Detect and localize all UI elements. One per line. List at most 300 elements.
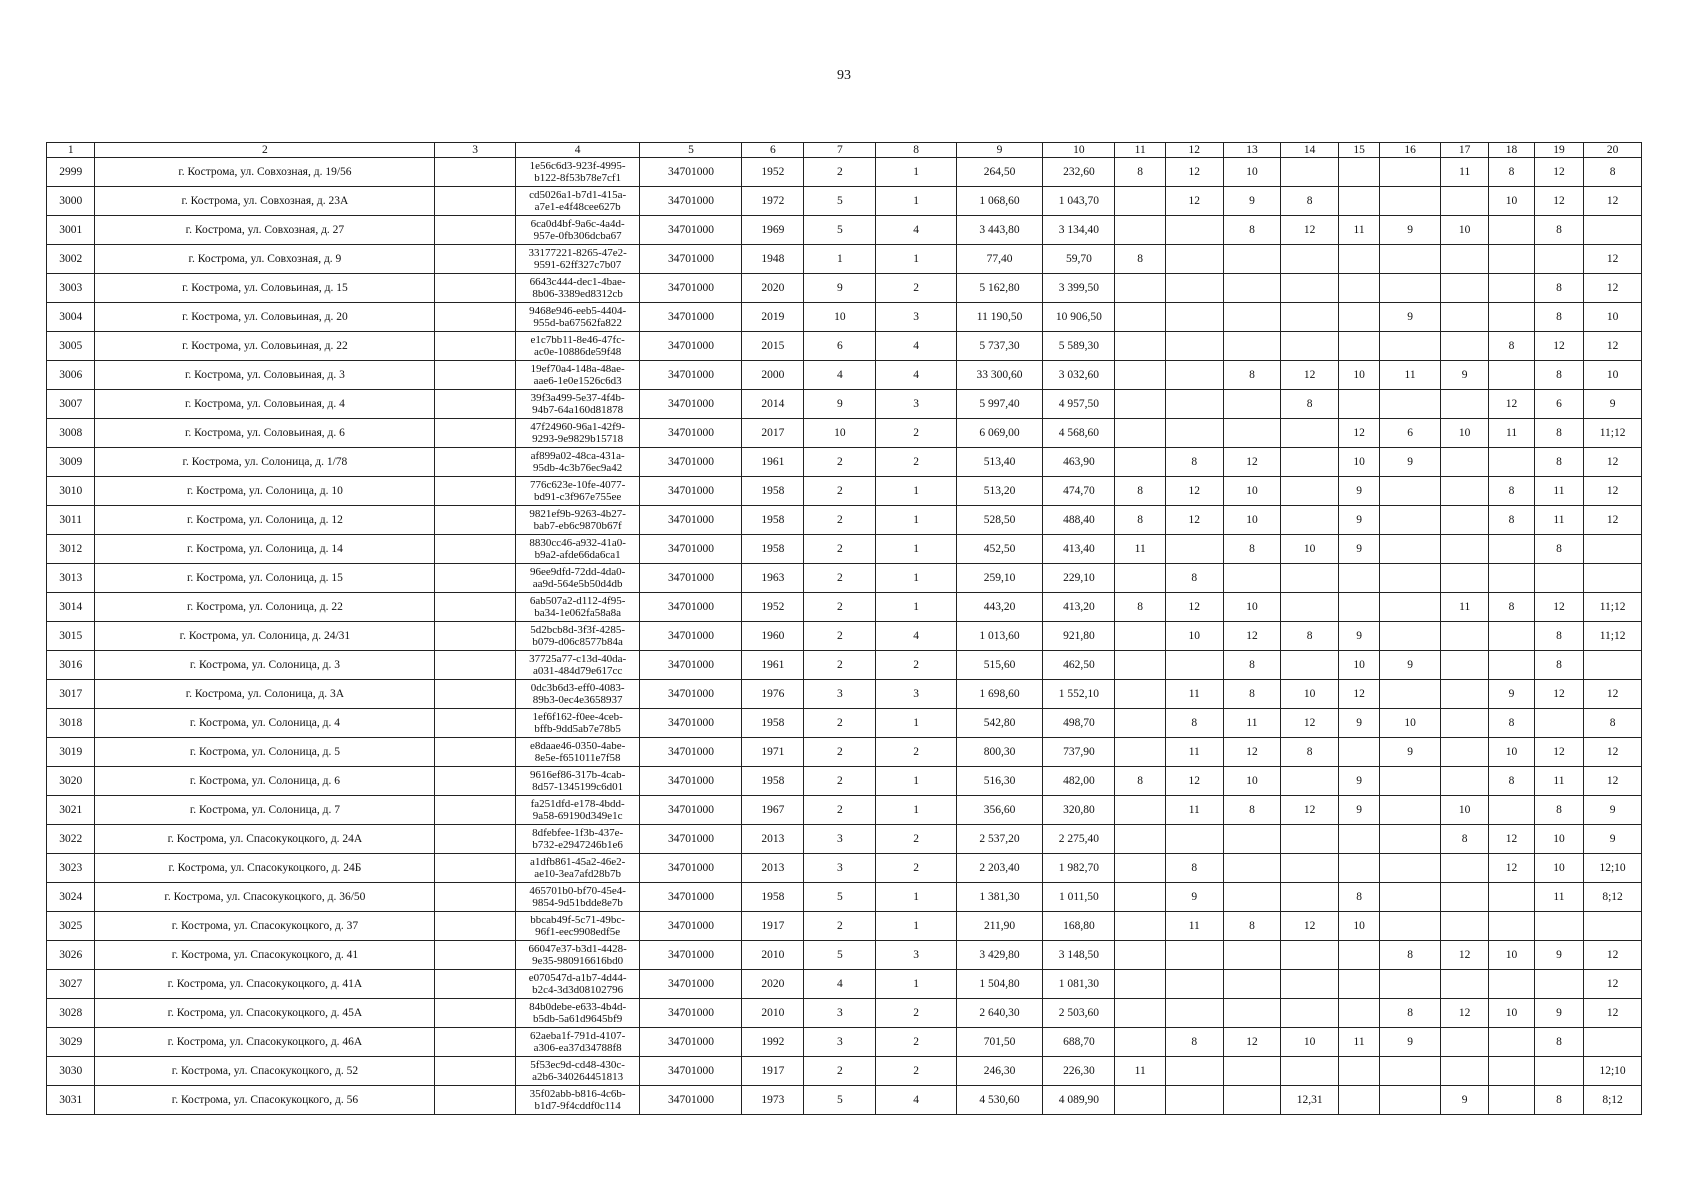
guid-line: cd5026a1-b7d1-415a- [529, 189, 627, 201]
cell-col-11 [1115, 999, 1165, 1028]
guid-line: 39f3a499-5e37-4f4b- [530, 392, 625, 404]
cell-col-16: 6 [1380, 419, 1441, 448]
cell-col-6: 1958 [742, 506, 804, 535]
guid-line: b1d7-9f4cddf0c114 [534, 1100, 621, 1112]
cell-col-3 [435, 216, 515, 245]
cell-col-18 [1489, 970, 1534, 999]
cell-col-13 [1223, 332, 1281, 361]
cell-col-9: 1 013,60 [956, 622, 1043, 651]
cell-col-17 [1440, 1057, 1488, 1086]
guid-line: ac0e-10886de59f48 [533, 346, 622, 358]
cell-col-7: 10 [804, 419, 876, 448]
cell-col-11 [1115, 332, 1165, 361]
cell-col-15 [1338, 593, 1379, 622]
cell-col-16: 9 [1380, 738, 1441, 767]
cell-col-12: 8 [1165, 709, 1223, 738]
cell-col-11 [1115, 622, 1165, 651]
cell-col-9: 452,50 [956, 535, 1043, 564]
table-row [47, 593, 1642, 622]
guid-line: 84b0debe-e633-4b4d- [529, 1001, 627, 1013]
cell-col-19: 8 [1534, 535, 1583, 564]
cell-col-10: 2 503,60 [1043, 999, 1115, 1028]
cell-col-14 [1281, 274, 1339, 303]
cell-col-17 [1440, 187, 1488, 216]
cell-col-16 [1380, 158, 1441, 187]
cell-col-9: 1 068,60 [956, 187, 1043, 216]
cell-col-16: 9 [1380, 216, 1441, 245]
cell-col-15: 10 [1338, 448, 1379, 477]
cell-col-17: 10 [1440, 216, 1488, 245]
cell-col-3 [435, 477, 515, 506]
cell-guid [515, 1028, 640, 1057]
cell-col-3 [435, 767, 515, 796]
cell-col-11 [1115, 738, 1165, 767]
cell-col-2: г. Кострома, ул. Спасокукоцкого, д. 37 [95, 912, 435, 941]
cell-col-1: 3019 [47, 738, 95, 767]
cell-col-6: 2020 [742, 274, 804, 303]
cell-col-11 [1115, 303, 1165, 332]
cell-col-14 [1281, 651, 1339, 680]
cell-col-2: г. Кострома, ул. Совхозная, д. 27 [95, 216, 435, 245]
cell-col-2: г. Кострома, ул. Спасокукоцкого, д. 46А [95, 1028, 435, 1057]
cell-col-2: г. Кострома, ул. Солоница, д. 24/31 [95, 622, 435, 651]
guid-line: 96ee9dfd-72dd-4da0- [529, 566, 626, 578]
cell-col-19 [1534, 245, 1583, 274]
cell-col-5: 34701000 [640, 477, 742, 506]
cell-col-10: 3 148,50 [1043, 941, 1115, 970]
table-row [47, 622, 1642, 651]
cell-col-11 [1115, 651, 1165, 680]
cell-col-6: 1973 [742, 1086, 804, 1115]
cell-col-17 [1440, 1028, 1488, 1057]
cell-col-18 [1489, 1028, 1534, 1057]
cell-col-17: 10 [1440, 796, 1488, 825]
cell-col-2: г. Кострома, ул. Совхозная, д. 19/56 [95, 158, 435, 187]
cell-col-20: 12 [1584, 187, 1642, 216]
cell-col-1: 3016 [47, 651, 95, 680]
guid-line: 955d-ba67562fa822 [533, 317, 622, 329]
cell-guid [515, 245, 640, 274]
cell-col-18: 8 [1489, 158, 1534, 187]
cell-col-15 [1338, 274, 1379, 303]
cell-col-20: 12 [1584, 941, 1642, 970]
cell-col-3 [435, 912, 515, 941]
cell-col-3 [435, 245, 515, 274]
cell-col-7: 4 [804, 970, 876, 999]
cell-col-9: 2 537,20 [956, 825, 1043, 854]
cell-col-2: г. Кострома, ул. Солоница, д. 14 [95, 535, 435, 564]
column-header-7: 7 [804, 143, 876, 158]
cell-col-7: 2 [804, 912, 876, 941]
cell-col-16: 8 [1380, 941, 1441, 970]
cell-col-19: 12 [1534, 158, 1583, 187]
cell-col-5: 34701000 [640, 854, 742, 883]
cell-col-19: 8 [1534, 1086, 1583, 1115]
cell-col-12: 10 [1165, 622, 1223, 651]
cell-guid [515, 941, 640, 970]
cell-col-6: 1917 [742, 912, 804, 941]
cell-col-6: 1972 [742, 187, 804, 216]
cell-col-14 [1281, 332, 1339, 361]
cell-col-3 [435, 1028, 515, 1057]
guid-line: 1ef6f162-f0ee-4ceb- [532, 711, 623, 723]
cell-col-11 [1115, 680, 1165, 709]
column-header-16: 16 [1380, 143, 1441, 158]
table-row [47, 303, 1642, 332]
cell-col-5: 34701000 [640, 1057, 742, 1086]
guid-line: 9616ef86-317b-4cab- [529, 769, 626, 781]
cell-col-15: 9 [1338, 506, 1379, 535]
cell-guid [515, 970, 640, 999]
cell-col-3 [435, 593, 515, 622]
table-row [47, 535, 1642, 564]
cell-col-7: 3 [804, 825, 876, 854]
cell-col-13 [1223, 419, 1281, 448]
cell-col-8: 2 [876, 274, 956, 303]
cell-guid [515, 767, 640, 796]
cell-col-7: 2 [804, 448, 876, 477]
cell-col-13: 12 [1223, 622, 1281, 651]
cell-col-5: 34701000 [640, 564, 742, 593]
cell-col-15 [1338, 825, 1379, 854]
cell-col-3 [435, 796, 515, 825]
cell-col-17: 8 [1440, 825, 1488, 854]
cell-col-19: 6 [1534, 390, 1583, 419]
cell-guid [515, 825, 640, 854]
cell-col-2: г. Кострома, ул. Солоница, д. 22 [95, 593, 435, 622]
cell-col-12: 12 [1165, 593, 1223, 622]
cell-col-19: 8 [1534, 303, 1583, 332]
cell-col-10: 462,50 [1043, 651, 1115, 680]
cell-col-14 [1281, 303, 1339, 332]
guid-line: 6643c444-dec1-4bae- [529, 276, 626, 288]
guid-line: 465701b0-bf70-45e4- [529, 885, 626, 897]
cell-col-8: 1 [876, 564, 956, 593]
cell-col-11: 8 [1115, 477, 1165, 506]
cell-col-16 [1380, 883, 1441, 912]
cell-col-1: 3031 [47, 1086, 95, 1115]
cell-col-9: 11 190,50 [956, 303, 1043, 332]
cell-col-15: 9 [1338, 767, 1379, 796]
cell-col-20: 11;12 [1584, 419, 1642, 448]
cell-col-9: 515,60 [956, 651, 1043, 680]
cell-col-1: 3011 [47, 506, 95, 535]
cell-guid [515, 680, 640, 709]
column-header-17: 17 [1440, 143, 1488, 158]
cell-col-1: 3023 [47, 854, 95, 883]
guid-line: b079-d06c8577b84a [532, 636, 623, 648]
cell-col-15 [1338, 854, 1379, 883]
cell-col-17 [1440, 709, 1488, 738]
cell-col-18 [1489, 883, 1534, 912]
cell-col-9: 542,80 [956, 709, 1043, 738]
cell-col-15 [1338, 941, 1379, 970]
cell-col-13 [1223, 825, 1281, 854]
cell-col-10: 921,80 [1043, 622, 1115, 651]
cell-col-18: 8 [1489, 709, 1534, 738]
cell-col-14 [1281, 245, 1339, 274]
table-row [47, 738, 1642, 767]
cell-col-15 [1338, 970, 1379, 999]
cell-col-3 [435, 158, 515, 187]
cell-col-8: 4 [876, 1086, 956, 1115]
cell-col-19: 12 [1534, 738, 1583, 767]
cell-col-1: 3014 [47, 593, 95, 622]
cell-col-10: 482,00 [1043, 767, 1115, 796]
cell-col-16: 9 [1380, 651, 1441, 680]
cell-col-18 [1489, 303, 1534, 332]
cell-col-20: 12 [1584, 738, 1642, 767]
cell-col-14 [1281, 564, 1339, 593]
cell-col-16 [1380, 506, 1441, 535]
cell-col-2: г. Кострома, ул. Солоница, д. 3 [95, 651, 435, 680]
cell-col-13: 9 [1223, 187, 1281, 216]
cell-col-12 [1165, 332, 1223, 361]
cell-guid [515, 796, 640, 825]
cell-col-19: 8 [1534, 361, 1583, 390]
guid-line: 9854-9d51bdde8e7b [532, 897, 623, 909]
cell-col-5: 34701000 [640, 680, 742, 709]
header-row [47, 143, 1642, 158]
cell-col-10: 688,70 [1043, 1028, 1115, 1057]
cell-col-17 [1440, 651, 1488, 680]
cell-col-9: 1 698,60 [956, 680, 1043, 709]
cell-col-13: 8 [1223, 796, 1281, 825]
guid-line: a031-484d79e617cc [533, 665, 623, 677]
cell-col-13: 12 [1223, 1028, 1281, 1057]
cell-col-6: 2014 [742, 390, 804, 419]
guid-line: 957e-0fb306dcba67 [533, 230, 622, 242]
cell-col-15 [1338, 738, 1379, 767]
cell-col-5: 34701000 [640, 970, 742, 999]
guid-line: 8830cc46-a932-41a0- [529, 537, 626, 549]
guid-line: 94b7-64a160d81878 [532, 404, 624, 416]
cell-col-17: 9 [1440, 361, 1488, 390]
cell-col-16 [1380, 767, 1441, 796]
cell-col-20: 12;10 [1584, 854, 1642, 883]
guid-line: 8b06-3389ed8312cb [532, 288, 623, 300]
cell-col-8: 2 [876, 999, 956, 1028]
cell-col-15: 9 [1338, 709, 1379, 738]
cell-col-10: 1 081,30 [1043, 970, 1115, 999]
cell-col-12 [1165, 970, 1223, 999]
cell-col-14 [1281, 970, 1339, 999]
cell-col-14 [1281, 593, 1339, 622]
cell-col-13: 10 [1223, 477, 1281, 506]
cell-col-3 [435, 361, 515, 390]
cell-col-13: 12 [1223, 448, 1281, 477]
cell-col-9: 516,30 [956, 767, 1043, 796]
cell-col-20: 12 [1584, 274, 1642, 303]
cell-col-7: 2 [804, 738, 876, 767]
table-row [47, 187, 1642, 216]
table-row [47, 680, 1642, 709]
column-header-1: 1 [47, 143, 95, 158]
cell-col-11: 11 [1115, 535, 1165, 564]
cell-col-10: 737,90 [1043, 738, 1115, 767]
cell-guid [515, 419, 640, 448]
cell-col-2: г. Кострома, ул. Солоница, д. 5 [95, 738, 435, 767]
cell-col-14: 12 [1281, 796, 1339, 825]
cell-col-2: г. Кострома, ул. Солоница, д. 4 [95, 709, 435, 738]
cell-col-15 [1338, 245, 1379, 274]
cell-col-10: 229,10 [1043, 564, 1115, 593]
cell-col-7: 2 [804, 158, 876, 187]
guid-line: a306-ea37d34788f8 [533, 1042, 622, 1054]
guid-line: b122-8f53b78e7cf1 [534, 172, 622, 184]
cell-col-5: 34701000 [640, 709, 742, 738]
cell-col-8: 3 [876, 680, 956, 709]
cell-col-8: 1 [876, 158, 956, 187]
cell-col-2: г. Кострома, ул. Соловьиная, д. 4 [95, 390, 435, 419]
cell-col-3 [435, 303, 515, 332]
table-row [47, 883, 1642, 912]
cell-col-3 [435, 1086, 515, 1115]
cell-col-19: 9 [1534, 941, 1583, 970]
cell-col-13 [1223, 303, 1281, 332]
cell-col-2: г. Кострома, ул. Спасокукоцкого, д. 41 [95, 941, 435, 970]
cell-col-20: 12 [1584, 332, 1642, 361]
column-header-13: 13 [1223, 143, 1281, 158]
cell-col-14 [1281, 477, 1339, 506]
cell-col-13 [1223, 941, 1281, 970]
cell-col-6: 2013 [742, 854, 804, 883]
cell-col-2: г. Кострома, ул. Солоница, д. 3А [95, 680, 435, 709]
cell-col-11 [1115, 912, 1165, 941]
cell-col-5: 34701000 [640, 448, 742, 477]
cell-col-12 [1165, 535, 1223, 564]
cell-col-8: 2 [876, 1028, 956, 1057]
cell-col-1: 3029 [47, 1028, 95, 1057]
cell-col-13: 8 [1223, 535, 1281, 564]
cell-col-11: 11 [1115, 1057, 1165, 1086]
cell-col-9: 2 203,40 [956, 854, 1043, 883]
cell-col-5: 34701000 [640, 767, 742, 796]
cell-col-1: 3015 [47, 622, 95, 651]
cell-col-2: г. Кострома, ул. Солоница, д. 15 [95, 564, 435, 593]
cell-col-16: 9 [1380, 1028, 1441, 1057]
cell-col-7: 2 [804, 651, 876, 680]
cell-guid [515, 216, 640, 245]
cell-col-6: 1961 [742, 448, 804, 477]
cell-col-3 [435, 622, 515, 651]
cell-col-6: 2019 [742, 303, 804, 332]
cell-col-2: г. Кострома, ул. Солоница, д. 6 [95, 767, 435, 796]
cell-col-1: 3022 [47, 825, 95, 854]
cell-col-12: 12 [1165, 477, 1223, 506]
cell-col-1: 3010 [47, 477, 95, 506]
cell-col-17 [1440, 738, 1488, 767]
cell-col-16: 9 [1380, 303, 1441, 332]
guid-line: a2b6-340264451813 [532, 1071, 624, 1083]
cell-col-9: 1 504,80 [956, 970, 1043, 999]
cell-col-1: 3021 [47, 796, 95, 825]
cell-col-19: 8 [1534, 796, 1583, 825]
cell-col-12 [1165, 390, 1223, 419]
cell-col-7: 2 [804, 564, 876, 593]
cell-col-2: г. Кострома, ул. Солоница, д. 12 [95, 506, 435, 535]
cell-col-15: 12 [1338, 680, 1379, 709]
cell-col-9: 513,20 [956, 477, 1043, 506]
cell-col-10: 10 906,50 [1043, 303, 1115, 332]
cell-guid [515, 709, 640, 738]
cell-col-6: 1976 [742, 680, 804, 709]
cell-col-9: 3 429,80 [956, 941, 1043, 970]
cell-col-10: 4 568,60 [1043, 419, 1115, 448]
cell-col-3 [435, 274, 515, 303]
cell-guid [515, 883, 640, 912]
cell-col-1: 3024 [47, 883, 95, 912]
cell-col-3 [435, 825, 515, 854]
cell-col-12 [1165, 825, 1223, 854]
table-header [47, 143, 1642, 158]
guid-line: 96f1-eec9908edf5e [535, 926, 621, 938]
column-header-15: 15 [1338, 143, 1379, 158]
column-header-3: 3 [435, 143, 515, 158]
guid-line: aae6-1e0e1526c6d3 [533, 375, 622, 387]
cell-col-7: 3 [804, 999, 876, 1028]
guid-line: ae10-3ea7afd28b7b [534, 868, 621, 880]
guid-line: 66047e37-b3d1-4428- [528, 943, 627, 955]
cell-col-6: 1971 [742, 738, 804, 767]
cell-col-3 [435, 564, 515, 593]
cell-col-2: г. Кострома, ул. Совхозная, д. 9 [95, 245, 435, 274]
cell-col-9: 246,30 [956, 1057, 1043, 1086]
cell-col-11 [1115, 564, 1165, 593]
cell-col-8: 1 [876, 767, 956, 796]
cell-col-1: 3009 [47, 448, 95, 477]
guid-line: 8d57-1345199c6d01 [532, 781, 624, 793]
cell-col-14: 8 [1281, 390, 1339, 419]
cell-col-5: 34701000 [640, 390, 742, 419]
cell-col-11 [1115, 941, 1165, 970]
cell-col-5: 34701000 [640, 651, 742, 680]
cell-col-19: 11 [1534, 477, 1583, 506]
cell-col-18: 12 [1489, 390, 1534, 419]
cell-col-8: 2 [876, 854, 956, 883]
cell-col-10: 4 957,50 [1043, 390, 1115, 419]
cell-col-3 [435, 332, 515, 361]
cell-col-20: 9 [1584, 825, 1642, 854]
cell-col-13: 11 [1223, 709, 1281, 738]
guid-line: e070547d-a1b7-4d44- [528, 972, 627, 984]
guid-line: 5d2bcb8d-3f3f-4285- [530, 624, 625, 636]
cell-col-13: 10 [1223, 767, 1281, 796]
guid-line: 6ab507a2-d112-4f95- [529, 595, 626, 607]
cell-col-7: 2 [804, 506, 876, 535]
cell-col-1: 3012 [47, 535, 95, 564]
cell-col-1: 3017 [47, 680, 95, 709]
cell-col-15: 8 [1338, 883, 1379, 912]
guid-line: 19ef70a4-148a-48ae- [530, 363, 625, 375]
cell-col-1: 3013 [47, 564, 95, 593]
cell-col-19: 8 [1534, 651, 1583, 680]
cell-col-19: 8 [1534, 1028, 1583, 1057]
cell-col-14: 12 [1281, 709, 1339, 738]
cell-col-10: 463,90 [1043, 448, 1115, 477]
cell-col-13 [1223, 1057, 1281, 1086]
cell-col-11 [1115, 1028, 1165, 1057]
cell-col-16 [1380, 970, 1441, 999]
cell-guid [515, 477, 640, 506]
cell-col-19: 11 [1534, 883, 1583, 912]
cell-col-20: 12 [1584, 767, 1642, 796]
cell-col-8: 4 [876, 622, 956, 651]
cell-col-20: 12 [1584, 477, 1642, 506]
cell-col-18: 12 [1489, 854, 1534, 883]
cell-col-14 [1281, 419, 1339, 448]
guid-line: 9a58-69190d349e1c [532, 810, 623, 822]
